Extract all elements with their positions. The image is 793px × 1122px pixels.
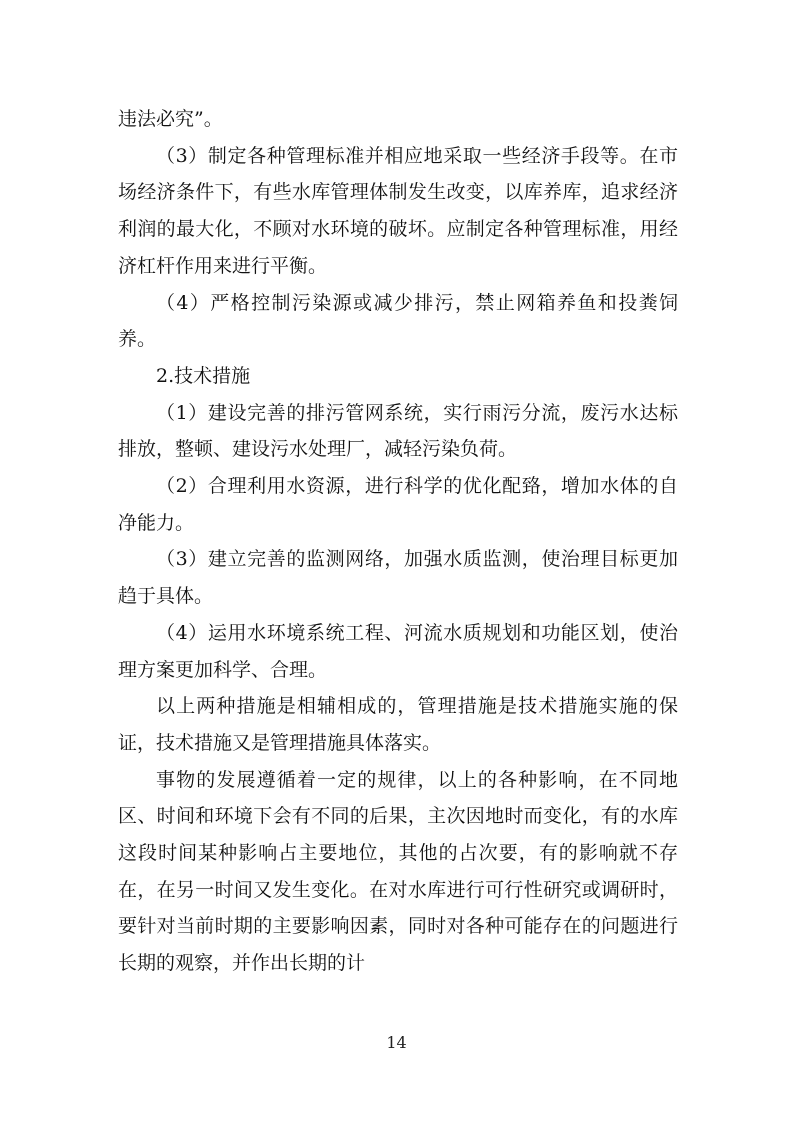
page-body (118, 101, 678, 982)
paragraph-7: （3）建立完善的监测网络，加强水质监测，使治理目标更加趋于具体。 (118, 548, 678, 608)
paragraph-8: （4）运用水环境系统工程、河流水质规划和功能区划，使治理方案更加科学、合理。 (118, 621, 678, 681)
paragraph-2: （3）制定各种管理标准并相应地采取一些经济手段等。在市场经济条件下，有些水库管理体制发生改变，以库养库，追求经济利润的最大化，不顾对水环境的破坏。应制定各种管理标准，用经济杠杆作用来进行平衡。 (118, 144, 678, 277)
paragraph-5: （1）建设完善的排污管网系统，实行雨污分流，废污水达标排放，整顿、建设污水处理厂，减轻污染负荷。 (118, 401, 678, 461)
paragraph-6: （2）合理利用水资源，进行科学的优化配臵，增加水体的自净能力。 (118, 475, 678, 534)
paragraph-9: 以上两种措施是相辅相成的，管理措施是技术措施实施的保证，技术措施又是管理措施具体落实。 (118, 695, 678, 754)
section-heading-technical-measures: 2.技术措施 (156, 364, 251, 387)
paragraph-3: （4）严格控制污染源或减少排污，禁止网箱养鱼和投粪饲养。 (118, 291, 678, 351)
page-number: 14 (386, 1033, 407, 1052)
paragraph-10: 事物的发展遵循着一定的规律，以上的各种影响，在不同地区、时间和环境下会有不同的后果，主次因地时而变化，有的水库这段时间某种影响占主要地位，其他的占次要，有的影响就不存在，在另一时间又发生变化。在对水库进行可行性研究或调研时，要针对当前时期的主要影响因素，同时对各种可能存在的问题进行长期的观察，并作出长期的计 (118, 768, 678, 975)
paragraph-1: 违法必究”。 (118, 108, 223, 130)
